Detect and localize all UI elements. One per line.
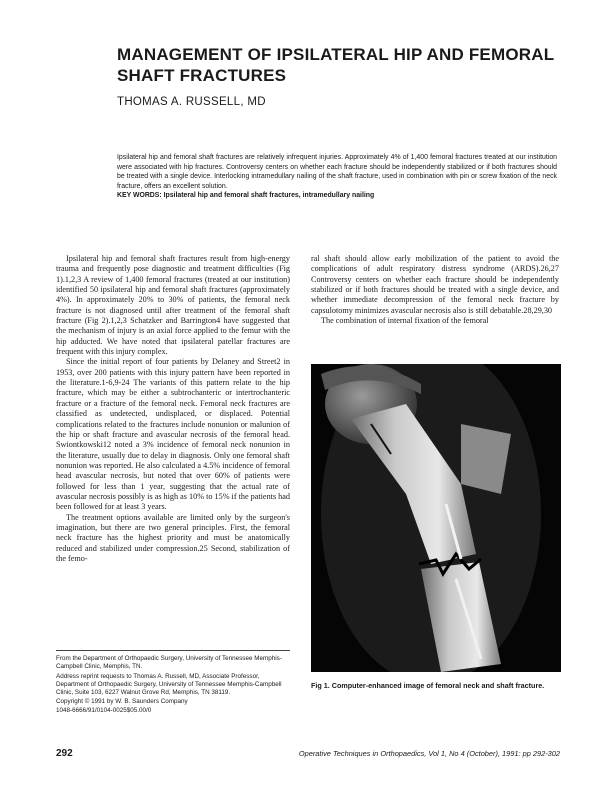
author-name: THOMAS A. RUSSELL, MD (117, 96, 266, 108)
figure-caption: Fig 1. Computer-enhanced image of femoral neck and shaft fracture. (311, 681, 545, 690)
footnote-divider (56, 650, 290, 651)
footnote-copyright: Copyright © 1991 by W. B. Saunders Company (56, 698, 188, 706)
figure-xray-image (311, 364, 561, 672)
body-column-right (311, 254, 559, 326)
abstract (117, 153, 557, 201)
paragraph: Ipsilateral hip and femoral shaft fractures result from high-energy trauma and frequently pose diagnostic and treatment difficulties (Fig 1).1,2,3 A review of 1,400 femoral fractures (treated at our institution) identified 50 ipsilateral hip and femoral shaft fractures (approximately 4%). In approximately 20% to 30% of patients, the femoral neck fracture is not diagnosed until after treatment of the femoral shaft fracture (Fig 2).1,2,3 Schatzker and Barrington4 have suggested that the mechanism of injury is an axial force applied to the femur with the hip adducted. We have noted that ipsilateral patellar fractures are frequent with this injury complex. (56, 254, 290, 357)
keywords-label: KEY WORDS: (117, 192, 162, 199)
abstract-text: Ipsilateral hip and femoral shaft fractures are relatively infrequent injuries. Approximately 4% of 1,400 femoral fractures treated at our institution were associated with hip fractures. Controversy centers on whether each fracture should be independently stabilized or if both fractures should be treated with a single device. Interlocking intramedullary nailing of the shaft fracture, used in combination with pin or screw fixation of the neck fracture, offers an excellent solution. (117, 154, 557, 190)
footnotes (56, 655, 290, 716)
article-title: MANAGEMENT OF IPSILATERAL HIP AND FEMORAL SHAFT FRACTURES (117, 45, 554, 85)
paragraph: ral shaft should allow early mobilization of the patient to avoid the complications of adult respiratory distress syndrome (ARDS).26,27 Controversy centers on whether each fracture should be independently stabilized or if both fractures should be treated with a single device, and whether immediate decompression of the femoral neck fracture by capsulotomy minimizes avascular necrosis also is still debatable.28,29,30 (311, 254, 559, 315)
xray-illustration (311, 364, 561, 672)
body-column-left (56, 254, 290, 564)
footnote-affiliation: From the Department of Orthopaedic Surgery, University of Tennessee Memphis-Campbell Clinic, Memphis, TN. (56, 655, 282, 671)
paragraph: The combination of internal fixation of the femoral (321, 316, 489, 326)
journal-citation: Operative Techniques in Orthopaedics, Vol 1, No 4 (October), 1991: pp 292-302 (298, 749, 560, 758)
paragraph: Since the initial report of four patients by Delaney and Street2 in 1953, over 200 patients with this injury pattern have been reported in the literature.1-6,9-24 The variants of this pattern relate to the hip fracture, which may be either a subtrochanteric or intertrochanteric fracture or a fracture of the femoral neck. Femoral neck fractures are classified as undetected, undisplaced, or displaced. Potential complications related to the fractures include nonunion or malunion of the hip or shaft fracture and avascular necrosis of the femoral head. Swiontkowski12 noted a 3% incidence of femoral neck nonunion in the literature, usually due to delay in diagnosis. Only one femoral shaft nonunion was reported. He also calculated a 4.5% incidence of femoral head avascular necrosis, but noted that over 60% of patients were followed for less than 1 year, suggesting that the actual rate of avascular necrosis possibly is as high as 10% to 15% if the patients had been followed for at least 3 years. (56, 357, 290, 512)
paragraph: The treatment options available are limited only by the surgeon's imagination, but there are two general principles. First, the femoral neck fracture has the highest priority and must be anatomically reduced and stabilized under compression.25 Second, stabilization of the femo- (56, 512, 290, 563)
keywords: Ipsilateral hip and femoral shaft fractures, intramedullary nailing (161, 192, 375, 199)
page-number: 292 (56, 748, 73, 759)
footnote-issn: 1048-6666/91/0104-0025$05.00/0 (56, 706, 152, 714)
footnote-address: Address reprint requests to Thomas A. Russell, MD, Associate Professor, Department of Orthopaedic Surgery, University of Tennessee Memphis-Campbell Clinic, Suite 103, 6227 Walnut Grove Rd, Memphis, TN 38119. (56, 672, 282, 697)
